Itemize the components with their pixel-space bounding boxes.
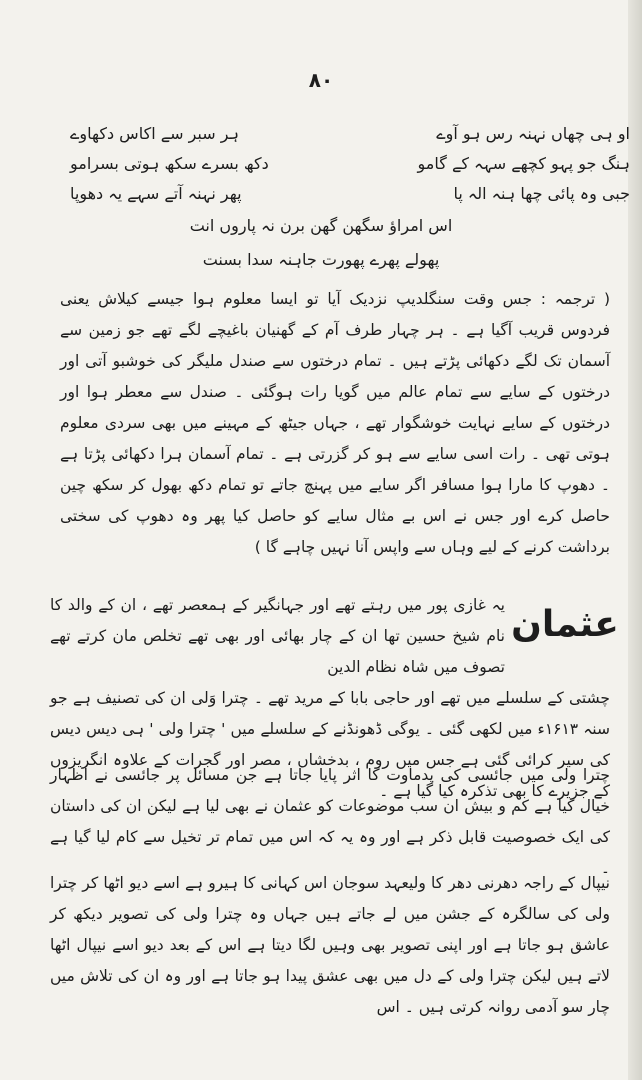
section-heading: عثمان — [511, 604, 619, 645]
verse-hemistich-left: پھر نہنہ آتے سہے یہ دھوپا — [70, 184, 242, 203]
translation-paragraph: ( ترجمہ : جس وقت سنگلدیپ نزدیک آیا تو ایسا معلوم ہوا جیسے کیلاش یعنی فردوس قریب آگیا ہے ۔ ہر چہار طرف آم کے گھنیان باغیچے لگے تھے جو زمین سے آسمان تک لگے دکھائی پڑتے ہیں ۔ تمام درختوں سے صندل ملیگر کی خوشبو آتی اور درختوں کے سایے سے تمام عالم میں گویا رات ہوگئی ۔ صندل سے معطر ہوا اور درختوں کے سایے نہایت خوشگوار تھے ، جہاں جیٹھ کے مہینے میں بھی سردی معلوم ہوتی تھی ۔ رات اسی سایے سے ہو کر گزرتی ہے ۔ تمام آسمان ہرا دکھائی پڑتا ہے ۔ دھوپ کا مارا ہوا مسافر اگر سایے میں پہنچ جاتے تو تمام دکھ بھول کر سکھ چین حاصل کرے اور جس نے اس بے مثال سایے کو حاصل کیا پھر وہ دھوپ کی سختی برداشت کرنے کے لیے وہاں سے واپس آنا نہیں چاہے گا ) — [60, 290, 610, 556]
verse-hemistich-left: ہر سبر سے اکاس دکھاوے — [70, 124, 239, 143]
biography-paragraph: چشتی کے سلسلے میں تھے اور حاجی بابا کے مرید تھے ۔ چترا وَلی ان کی تصنیف ہے جو سنہ ۱۶۱۳ء میں لکھی گئی ۔ یوگی ڈھونڈنے کے سلسلے میں ' چترا ولی ' ہی دیس دیس کی سیر کرائی گئی ہے جس میں روم ، بدخشاں ، مصر اور گجرات کے علاوہ انگریزوں کے جزیرے کا بھی تذکرہ کیا گیا ہے ۔ — [50, 689, 610, 800]
verse-center-line: اس امراؤ سگھن گھن برن نہ پاروں انت — [189, 216, 453, 235]
biography-intro: یہ غازی پور میں رہتے تھے اور جہانگیر کے ہمعصر تھے ، ان کے والد کا نام شیخ حسین تھا ان کے چار بھائی اور بھی تھے تخلص مان کرتے تھے تصوف میں شاہ نظام الدین — [50, 596, 505, 676]
verse-center-line: پھولے پھرے پھورت جاہنہ سدا بسنت — [202, 250, 440, 269]
verse-hemistich-right: او ہی چھاں نہنہ رس ہو آوے — [436, 124, 630, 143]
verse-hemistich-right: ہنگ جو پہو کچھے سہہ کے گامو — [417, 154, 630, 173]
verse-couplet — [70, 154, 630, 184]
page-number: ۸۰ — [308, 68, 334, 92]
verse-couplet — [70, 124, 630, 154]
body-paragraph: نیپال کے راجہ دھرنی دھر کا ولیعہد سوجان اس کہانی کا ہیرو ہے اسے دیو اٹھا کر چترا ولی کی سالگرہ کے جشن میں لے جاتے ہیں جہاں وہ چترا ولی کی تصویر دیکھ کر عاشق ہو جاتا ہے اور اپنی تصویر بھی وہیں لگا دیتا ہے اس کے بعد دیو اسے نیپال اٹھا لاتے ہیں لیکن چترا ولی کے دل میں بھی عشق پیدا ہو جاتا ہے اور وہ ان کی تلاش میں چار سو آدمی روانہ کرتی ہیں ۔ اس — [50, 874, 610, 1016]
body-paragraph: چترا ولی میں جائسی کی پدماوت کا اثر پایا جاتا ہے جن مسائل پر جائسی نے اظہار خیال کیا ہے کم و بیش ان سب موضوعات کو عثمان نے بھی لیا ہے لیکن ان کی داستان کی ایک خصوصیت قابل ذکر ہے اور وہ یہ کہ اس میں تمام تر تخیل سے کام لیا گیا ہے ۔ — [50, 766, 610, 877]
verse-hemistich-left: دکھ بسرے سکھ ہوتی بسرامو — [70, 154, 269, 173]
verse-couplet — [70, 184, 630, 214]
verse-hemistich-right: جبی وہ پائی چھا ہنہ الہ پا — [453, 184, 630, 203]
book-spine-shadow — [628, 0, 642, 1080]
